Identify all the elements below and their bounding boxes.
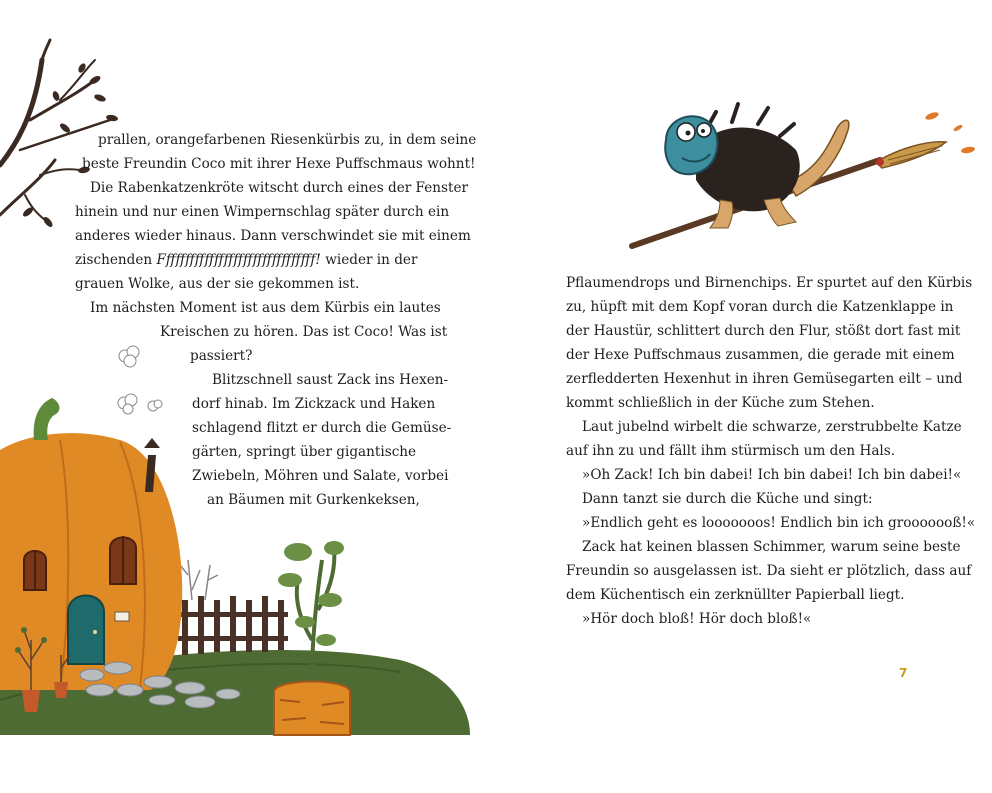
text-line: Kreischen zu hören. Das ist Coco! Was ist [160, 324, 448, 340]
text-line: an Bäumen mit Gurkenkeksen, [207, 492, 420, 508]
text-line: Zack hat keinen blassen Schimmer, warum seine beste [582, 539, 961, 555]
text-line: kommt schließlich in der Küche zum Stehen. [566, 395, 875, 411]
background-shrub [180, 560, 218, 600]
text-fragment: zischenden [75, 252, 157, 268]
text-line: gärten, springt über gigantische [192, 444, 417, 460]
pumpkin-house [0, 398, 182, 690]
text-line: dem Küchentisch ein zerknüllter Papierball liegt. [566, 587, 905, 603]
text-line: zerfledderten Hexenhut in ihren Gemüsegarten eilt – und [566, 371, 963, 387]
text-line: beste Freundin Coco mit ihrer Hexe Puffschmaus wohnt! [82, 156, 476, 172]
text-line: der Hexe Puffschmaus zusammen, die gerade mit einem [566, 347, 955, 363]
text-line: Freundin so ausgelassen ist. Da sieht er plötzlich, dass auf [566, 563, 972, 579]
text-line: grauen Wolke, aus der sie gekommen ist. [75, 276, 360, 292]
text-line: dorf hinab. Im Zickzack und Haken [192, 396, 436, 412]
text-line: prallen, orangefarbenen Riesenkürbis zu, in dem seine [98, 132, 477, 148]
garden-fence [178, 596, 288, 655]
text-line: Im nächsten Moment ist aus dem Kürbis ein lautes [90, 300, 441, 316]
text-line: auf ihn zu und fällt ihm stürmisch um den Hals. [566, 443, 896, 459]
page-number: 7 [899, 666, 908, 680]
text-line: Die Rabenkatzenkröte witscht durch eines der Fenster [90, 180, 469, 196]
text-line: Pflaumendrops und Birnenchips. Er spurtet auf den Kürbis [566, 275, 973, 291]
text-fragment: wieder in der [320, 252, 418, 268]
text-line: »Hör doch bloß! Hör doch bloß!« [582, 611, 812, 627]
text-line: passiert? [190, 348, 253, 364]
smoke-puffs [118, 346, 162, 414]
text-line: Dann tanzt sie durch die Küche und singt: [582, 491, 873, 507]
text-line: hinein und nur einen Wimpernschlag später durch ein [75, 204, 450, 220]
raven-cat-toad [665, 104, 849, 228]
text-line: Laut jubelnd wirbelt die schwarze, zerstrubbelte Katze [582, 419, 962, 435]
text-line: »Oh Zack! Ich bin dabei! Ich bin dabei! Ich bin dabei!« [582, 467, 962, 483]
text-line: der Haustür, schlittert durch den Flur, stößt dort fast mit [566, 323, 961, 339]
text-line: zu, hüpft mit dem Kopf voran durch die Katzenklappe in [566, 299, 954, 315]
text-line [75, 248, 417, 272]
text-line: anderes wieder hinaus. Dann verschwindet sie mit einem [75, 228, 471, 244]
sound-effect-text: Ffffffffffffffffffffffffffffffff! [156, 252, 321, 268]
right-page [496, 0, 992, 793]
text-line: Blitzschnell saust Zack ins Hexen- [212, 372, 449, 388]
text-line: »Endlich geht es looooooos! Endlich bin ich grooooooß!« [582, 515, 976, 531]
text-line: schlagend flitzt er durch die Gemüse- [192, 420, 452, 436]
text-line: Zwiebeln, Möhren und Salate, vorbei [192, 468, 449, 484]
